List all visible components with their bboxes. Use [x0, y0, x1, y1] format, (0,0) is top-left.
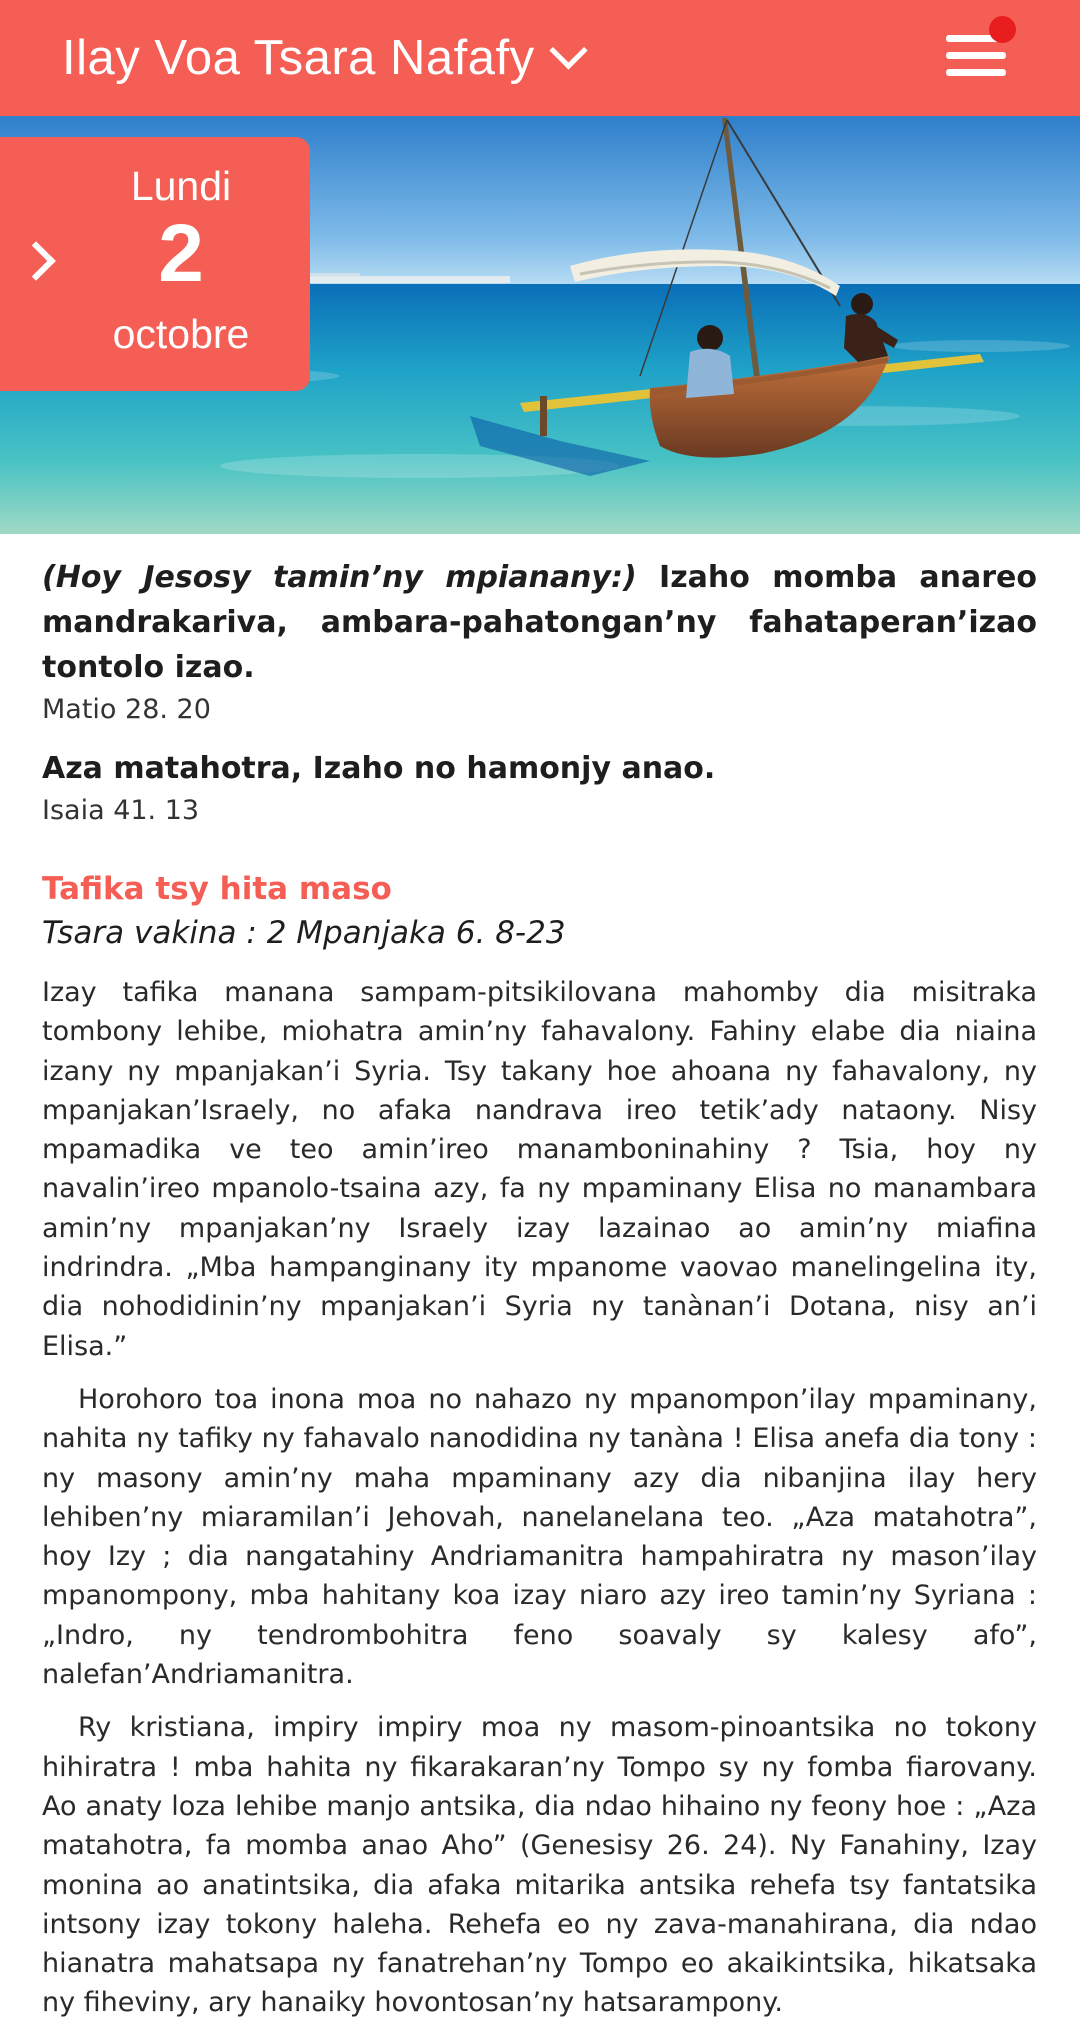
- date-card[interactable]: [0, 137, 310, 391]
- date-month: octobre: [112, 311, 250, 357]
- verse-intro: (Hoy Jesosy tamin’ny mpianany:): [42, 560, 637, 595]
- app-title[interactable]: Ilay Voa Tsara Nafafy: [62, 31, 535, 85]
- verse-text: [42, 555, 1037, 690]
- chevron-right-icon[interactable]: [16, 241, 56, 281]
- verse-reference: Isaia 41. 13: [42, 795, 200, 826]
- meditation-paragraph: Ry kristiana, impiry impiry moa ny masom-pinoantsika no tokony hihiratra ! mba hahita ny fikarakaran’ny Tompo sy ny fomba fiarovany. Ao anaty loza lehibe manjo antsika, dia ndao hihaino ny feony hoe : „Aza matahotra, fa momba anao Aho” (Genesisy 26. 24). Ny Fanahiny, Izay monina ao anatintsika, dia afaka mitarika antsika rehefa tsy fantatsika intsony izay tokony haleha. Rehefa eo ny zava-manahirana, dia ndao hianatra mahatsapa ny fanatrehan’ny Tompo eo akaikintsika, hikatsaka ny fiheviny, ary hanaiky hovontosan’ny hatsarampony.: [42, 1712, 1037, 2019]
- hamburger-menu-icon-bar: [946, 69, 1006, 76]
- app-header: [0, 0, 1080, 116]
- date-day: 2: [158, 208, 204, 299]
- verse-body: Aza matahotra, Izaho no hamonjy anao.: [42, 751, 716, 786]
- hamburger-menu-icon-bar: [946, 52, 1006, 59]
- notification-badge: [989, 16, 1016, 43]
- verse-text: [42, 746, 1037, 791]
- chevron-down-icon[interactable]: [549, 31, 587, 69]
- verse-body: Izaho momba anareo mandrakariva, ambara-pahatongan’ny fahataperan’izao tontolo izao.: [42, 560, 1037, 685]
- daily-content: [42, 555, 1037, 2037]
- reading-reference: Tsara vakina : 2 Mpanjaka 6. 8-23: [42, 915, 566, 951]
- menu-button[interactable]: [946, 30, 1008, 80]
- meditation-title: Tafika tsy hita maso: [42, 871, 392, 907]
- meditation-paragraph: Horohoro toa inona moa no nahazo ny mpanompon’ilay mpaminany, nahita ny tafiky ny fahavalo nanodidina ny tanàna ! Elisa anefa dia tony : ny masony amin’ny maha mpaminany azy dia nibanjina ilay hery lehiben’ny miaramilan’i Jehovah, nanelanelana teo. „Aza matahotra”, hoy Izy ; dia nangatahiny Andriamanitra hampahiratra ny mason’ilay mpanompony, mba hahitany koa izay niaro azy ireo tamin’ny Syriana : „Indro, ny tendrombohitra feno soavaly sy kalesy afo”, nalefan’Andriamanitra.: [42, 1383, 1037, 1691]
- meditation-paragraph: Izay tafika manana sampam-pitsikilovana mahomby dia misitraka tombony lehibe, miohatra amin’ny fahavalony. Fahiny elabe dia niaina izany ny mpanjakan’i Syria. Tsy takany hoe ahoana ny fahavalony, ny mpanjakan’Israely, no afaka nandrava ireo tetik’ady nataony. Nisy mpamadika ve teo amin’ireo manamboninahiny ? Tsia, hoy ny navalin’ireo mpanolo-tsaina azy, fa ny mpaminany Elisa no manambara amin’ny mpanjakan’ny Israely izay lazainao ao amin’ny miafina indrindra. „Mba hampanginany ity mpanome vaovao manelingelina ity, dia nohodidinin’ny mpanjakan’i Syria ny tanànan’i Dotana, nisy an’i Elisa.”: [42, 977, 1037, 1362]
- date-weekday: Lundi: [130, 163, 232, 209]
- verse-reference: Matio 28. 20: [42, 694, 211, 725]
